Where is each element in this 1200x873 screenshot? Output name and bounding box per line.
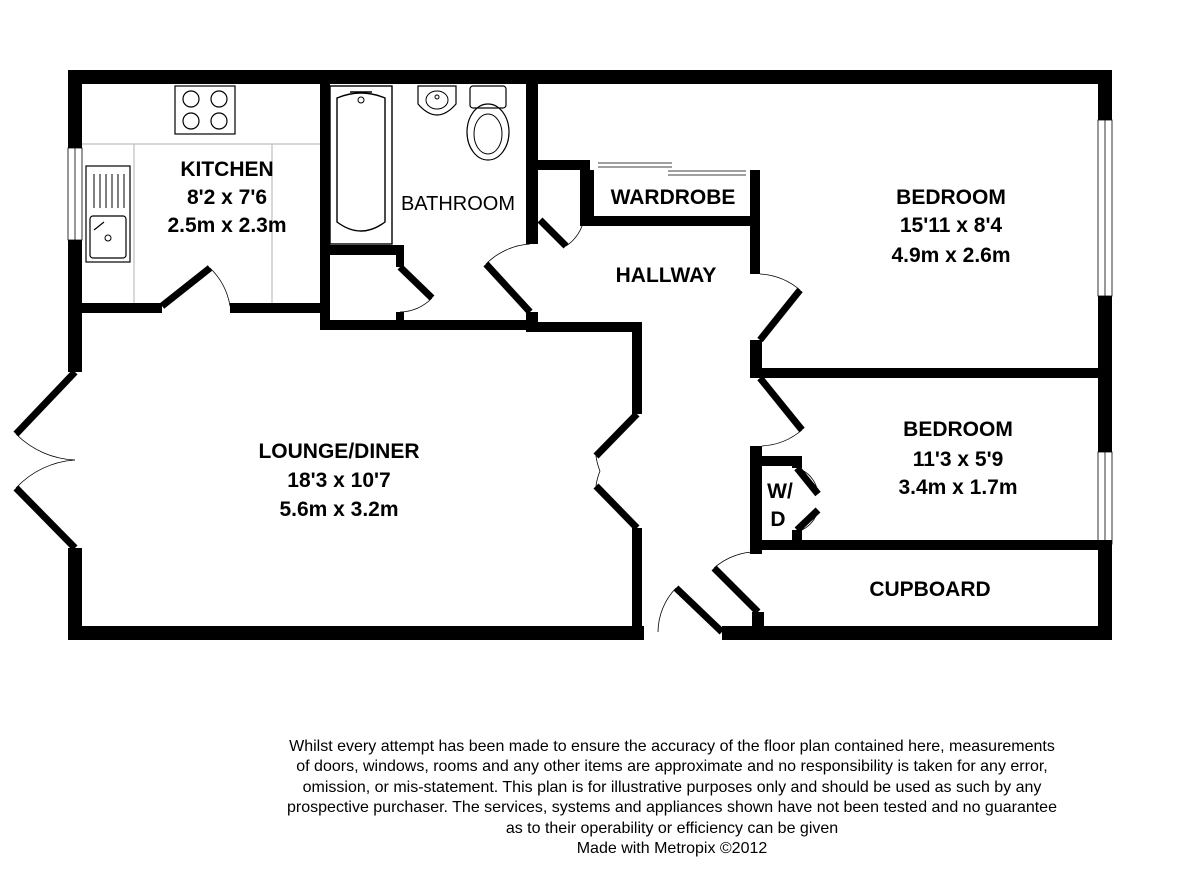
bedroom2-name: BEDROOM [903,418,1013,441]
cupboard-door [714,552,760,612]
wardrobe-name: WARDROBE [610,186,736,209]
credit-line: Made with Metropix ©2012 [576,840,768,858]
disclaimer-line: prospective purchaser. The services, systems and appliances shown have not been tested and no guarantee [287,799,1057,817]
sink-icon [86,166,130,262]
bedroom-door [760,274,800,340]
bedroom2-dim-imperial: 11'3 x 5'9 [912,448,1004,471]
bathroom-door [486,244,530,312]
hob-icon [175,86,235,134]
bedroom1-dim-metric: 4.9m x 2.6m [891,244,1011,267]
disclaimer-line: Whilst every attempt has been made to ensure the accuracy of the floor plan contained here, measurements [289,738,1055,755]
disclaimer-line: of doors, windows, rooms and any other items are approximate and no responsibility is taken for any error, [296,758,1048,776]
bedroom2-door [760,378,802,446]
wd-label-line1: W/ [767,480,793,503]
kitchen-dim-imperial: 8'2 x 7'6 [186,186,268,209]
bedroom1-dim-imperial: 15'11 x 8'4 [899,214,1003,237]
bathroom-fixtures [330,86,509,244]
wd-doors [797,468,818,530]
washbasin-icon [418,86,456,115]
bath-cupboard-door [400,267,432,312]
exterior-walls [68,70,1112,640]
disclaimer-line: omission, or mis-statement. This plan is for illustrative purposes only and should be used as such by any [302,778,1042,796]
kitchen-name: KITCHEN [180,158,274,181]
hall-cupboard-door [540,218,584,246]
french-doors [16,372,75,548]
bedroom2-dim-metric: 3.4m x 1.7m [898,476,1018,499]
lounge-dim-metric: 5.6m x 3.2m [279,498,399,521]
front-door [658,588,722,632]
bathroom-name: BATHROOM [400,193,516,215]
toilet-icon [467,86,509,160]
lounge-hall-doors [596,414,637,528]
cupboard-name: CUPBOARD [869,578,991,601]
disclaimer-line: as to their operability or efficiency can be given [505,819,839,837]
kitchen-dim-metric: 2.5m x 2.3m [167,214,287,237]
lounge-dim-imperial: 18'3 x 10'7 [287,469,391,492]
hallway-name: HALLWAY [615,264,717,287]
bath-icon [330,86,392,244]
bedroom1-name: BEDROOM [896,186,1006,209]
disclaimer [214,737,1130,859]
wardrobe-doors [598,163,746,175]
lounge-name: LOUNGE/DINER [258,440,420,463]
kitchen-door [162,268,230,306]
wd-label-line2: D [770,508,786,531]
